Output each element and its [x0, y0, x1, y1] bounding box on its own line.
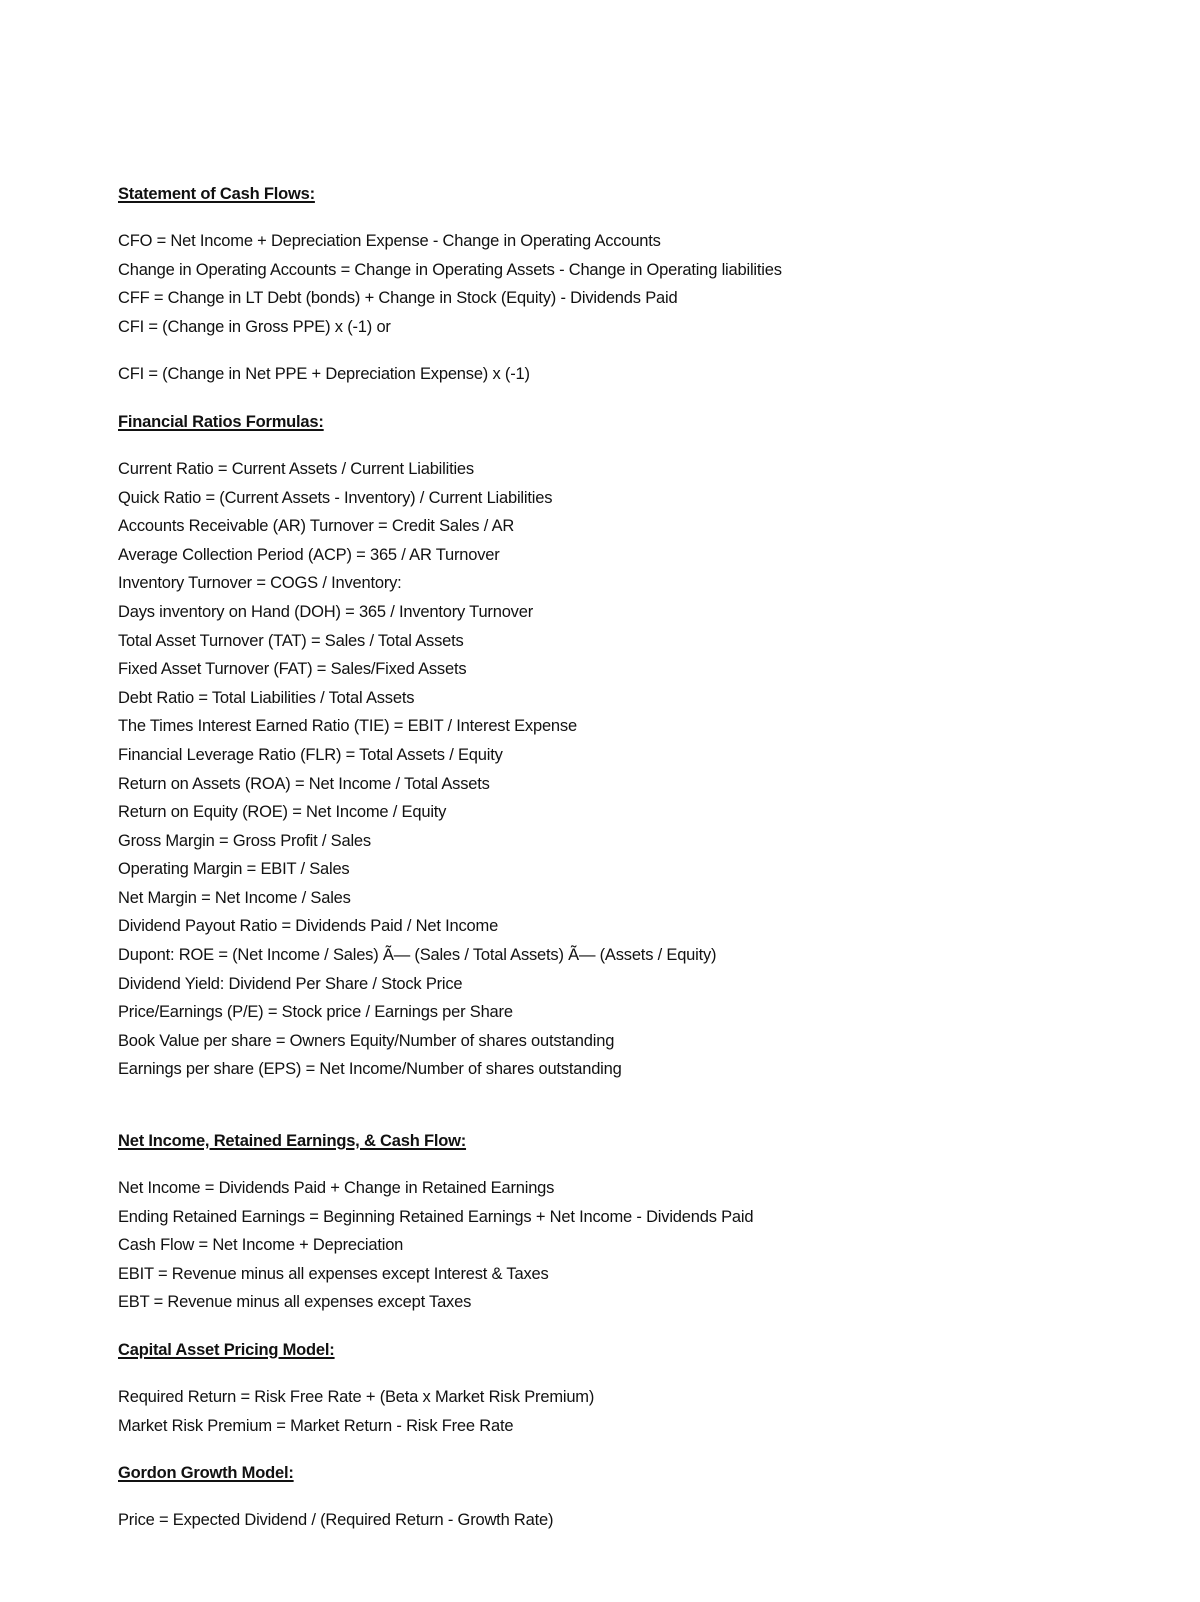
- formula-line: Inventory Turnover = COGS / Inventory:: [118, 574, 402, 593]
- formula-line: CFI = (Change in Gross PPE) x (-1) or: [118, 317, 391, 336]
- formula-line: Change in Operating Accounts = Change in Operating Assets - Change in Operating liabilities: [118, 260, 782, 279]
- section-heading-gordon-growth: Gordon Growth Model:: [118, 1464, 294, 1483]
- formula-line: Ending Retained Earnings = Beginning Retained Earnings + Net Income - Dividends Paid: [118, 1207, 754, 1226]
- formula-line: Total Asset Turnover (TAT) = Sales / Total Assets: [118, 631, 464, 650]
- formula-line: Average Collection Period (ACP) = 365 / AR Turnover: [118, 545, 500, 564]
- formula-line: Dividend Payout Ratio = Dividends Paid / Net Income: [118, 917, 499, 936]
- formula-line: CFF = Change in LT Debt (bonds) + Change in Stock (Equity) - Dividends Paid: [118, 289, 678, 308]
- formula-line: Debt Ratio = Total Liabilities / Total Assets: [118, 688, 415, 707]
- formula-line: CFI = (Change in Net PPE + Depreciation Expense) x (-1): [118, 365, 530, 384]
- formula-line: EBT = Revenue minus all expenses except Taxes: [118, 1293, 472, 1312]
- formula-line: Dividend Yield: Dividend Per Share / Stock Price: [118, 974, 463, 993]
- formula-line: Dupont: ROE = (Net Income / Sales) Ã— (Sales / Total Assets) Ã— (Assets / Equity): [118, 946, 717, 965]
- formula-line: Net Income = Dividends Paid + Change in Retained Earnings: [118, 1179, 555, 1198]
- section-heading-financial-ratios: Financial Ratios Formulas:: [118, 412, 324, 431]
- formula-line: EBIT = Revenue minus all expenses except Interest & Taxes: [118, 1264, 549, 1283]
- formula-line: Quick Ratio = (Current Assets - Inventory) / Current Liabilities: [118, 488, 553, 507]
- formula-line: Current Ratio = Current Assets / Current Liabilities: [118, 459, 474, 478]
- formula-line: Price = Expected Dividend / (Required Return - Growth Rate): [118, 1511, 554, 1530]
- formula-line: Net Margin = Net Income / Sales: [118, 888, 351, 907]
- formula-line: Accounts Receivable (AR) Turnover = Credit Sales / AR: [118, 517, 515, 536]
- formula-line: The Times Interest Earned Ratio (TIE) = EBIT / Interest Expense: [118, 717, 577, 736]
- formula-line: Earnings per share (EPS) = Net Income/Number of shares outstanding: [118, 1060, 622, 1079]
- document-page: [118, 180, 1118, 1535]
- section-heading-capm: Capital Asset Pricing Model:: [118, 1341, 335, 1359]
- formula-line: Price/Earnings (P/E) = Stock price / Earnings per Share: [118, 1003, 513, 1022]
- formula-line: Cash Flow = Net Income + Depreciation: [118, 1236, 404, 1255]
- formula-line: Required Return = Risk Free Rate + (Beta x Market Risk Premium): [118, 1388, 595, 1406]
- formula-line: Market Risk Premium = Market Return - Risk Free Rate: [118, 1416, 514, 1435]
- formula-line: Book Value per share = Owners Equity/Number of shares outstanding: [118, 1031, 615, 1050]
- formula-line: Gross Margin = Gross Profit / Sales: [118, 831, 371, 850]
- formula-line: Operating Margin = EBIT / Sales: [118, 860, 350, 879]
- formula-line: Financial Leverage Ratio (FLR) = Total Assets / Equity: [118, 745, 503, 764]
- formula-line: Days inventory on Hand (DOH) = 365 / Inventory Turnover: [118, 602, 533, 621]
- formula-line: Return on Assets (ROA) = Net Income / Total Assets: [118, 774, 490, 793]
- formula-line: CFO = Net Income + Depreciation Expense - Change in Operating Accounts: [118, 232, 661, 250]
- formula-line: Fixed Asset Turnover (FAT) = Sales/Fixed Assets: [118, 660, 467, 679]
- section-heading-net-income: Net Income, Retained Earnings, & Cash Flow:: [118, 1132, 467, 1151]
- section-heading-cash-flows: Statement of Cash Flows:: [118, 185, 315, 203]
- formula-line: Return on Equity (ROE) = Net Income / Equity: [118, 803, 447, 822]
